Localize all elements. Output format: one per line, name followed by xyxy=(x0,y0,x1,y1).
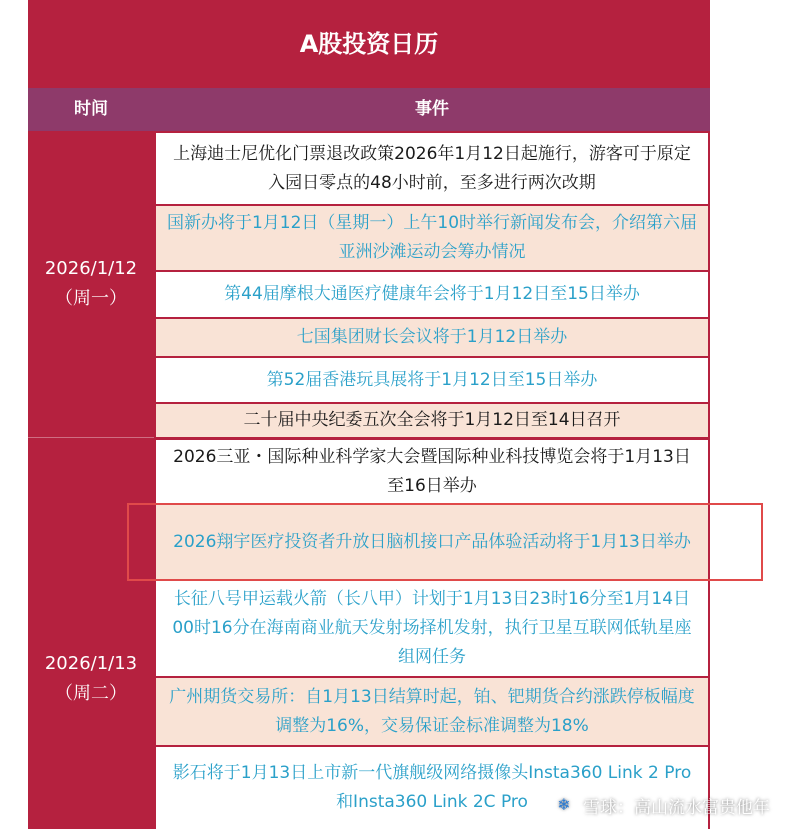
event-row[interactable]: 2026翔宇医疗投资者升放日脑机接口产品体验活动将于1月13日举办 xyxy=(156,505,708,579)
event-row[interactable]: 七国集团财长会议将于1月12日举办 xyxy=(156,319,708,356)
event-row: 2026三亚・国际种业科学家大会暨国际种业科技博览会将于1月13日至16日举办 xyxy=(156,440,708,503)
column-header-time: 时间 xyxy=(28,88,154,131)
weekday-label: （周一） xyxy=(55,288,127,309)
event-row[interactable]: 广州期货交易所：自1月13日结算时起，铂、钯期货合约涨跌停板幅度调整为16%，交易保证金标准调整为18% xyxy=(156,678,708,745)
event-row[interactable]: 第52届香港玩具展将于1月12日至15日举办 xyxy=(156,358,708,402)
highlight-box xyxy=(127,503,763,581)
snowball-icon: ❄ xyxy=(551,792,577,818)
event-row[interactable]: 国新办将于1月12日（星期一）上午10时举行新闻发布会，介绍第六届亚洲沙滩运动会筹办情况 xyxy=(156,206,708,270)
watermark xyxy=(551,792,770,818)
date-label: 2026/1/13 xyxy=(44,652,138,674)
date-label: 2026/1/12 xyxy=(44,258,138,279)
date-cell-group-1 xyxy=(28,131,154,437)
weekday-label: （周二） xyxy=(55,682,127,704)
watermark-text: 雪球：高山流水富贵他年 xyxy=(583,797,770,818)
event-row[interactable]: 影石将于1月13日上市新一代旗舰级网络摄像头Insta360 Link 2 Pro和Insta360 Link 2C Pro xyxy=(156,747,708,829)
event-row[interactable]: 长征八号甲运载火箭（长八甲）计划于1月13日23时16分至1月14日00时16分在海南商业航天发射场择机发射，执行卫星互联网低轨星座组网任务 xyxy=(156,581,708,676)
column-header-event: 事件 xyxy=(154,88,710,131)
event-row[interactable]: 第44届摩根大通医疗健康年会将于1月12日至15日举办 xyxy=(156,272,708,317)
event-row: 二十届中央纪委五次全会将于1月12日至14日召开 xyxy=(156,404,708,437)
event-row: 上海迪士尼优化门票退改政策2026年1月12日起施行，游客可于原定入园日零点的48小时前，至多进行两次改期 xyxy=(156,133,708,204)
calendar-table xyxy=(28,0,710,829)
date-cell-group-2 xyxy=(28,438,154,829)
page-title: A股投资日历 xyxy=(299,30,439,58)
